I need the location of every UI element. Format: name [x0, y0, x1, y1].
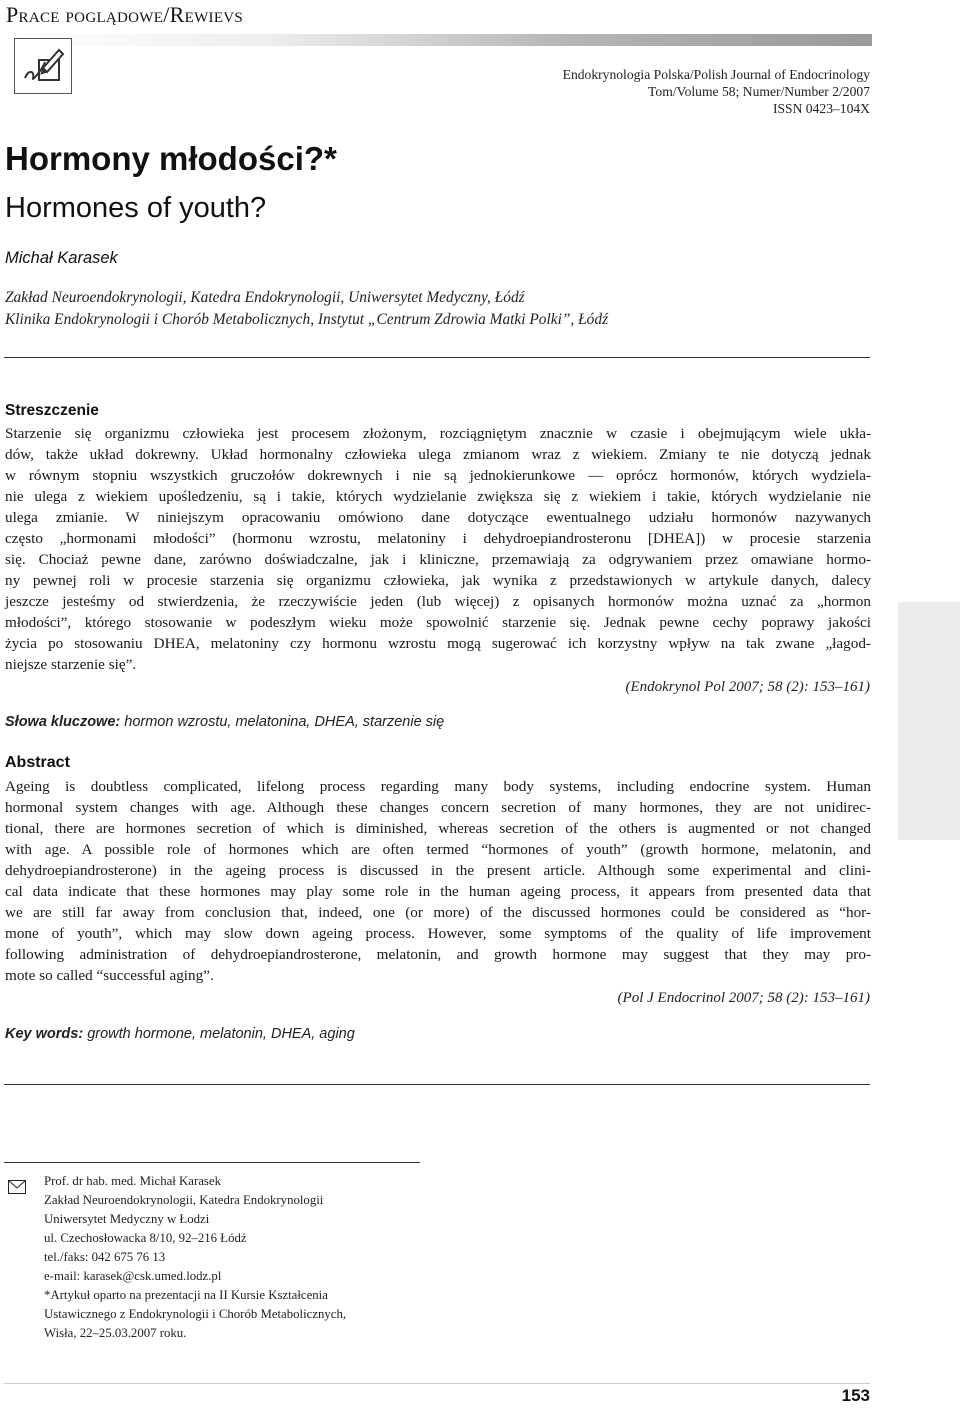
keywords-value: growth hormone, melatonin, DHEA, aging: [87, 1026, 355, 1042]
abstract-heading: Abstract: [5, 754, 70, 771]
text-line: niejsze starzenie się”.: [5, 656, 137, 673]
side-tab: [898, 602, 960, 840]
text-line: dów, także układ dokrewny. Układ hormonalny człowieka ulega zmianom wraz z wiekiem. Zmiany te nie dotyczą jednak: [5, 446, 871, 463]
text-line: jeszcze jesteśmy od stwierdzenia, że rzeczywiście jeden (lub więcej) z opisanych hormonów można uznać za „hormon: [5, 593, 871, 610]
address-line: Zakład Neuroendokrynologii, Katedra Endokrynologii: [44, 1193, 324, 1207]
text-line: się. Chociaż pewne dane, zarówno doświadczalne, jak i kliniczne, przemawiają za odgrywaniem przez omawiane hormo-: [5, 551, 871, 568]
footnote-line: *Artykuł oparto na prezentacji na II Kursie Kształcenia: [44, 1288, 328, 1302]
text-line: Ageing is doubtless complicated, lifelong process regarding many body systems, including endocrine system. Human: [5, 778, 871, 795]
text-line: często „hormonami młodości” (hormonu wzrostu, melatoniny i dehydroepiandrosteronu [DHEA]) w procesie starzenia: [5, 530, 871, 547]
text-line: młodości”, którego stosowanie w podeszłym wieku może spowolnić starzenie się. Jednak pewne cechy poprawy jakości: [5, 614, 871, 631]
streszczenie-heading: Streszczenie: [5, 402, 99, 419]
journal-name: Endokrynologia Polska/Polish Journal of Endocrinology: [562, 67, 870, 82]
text-line: Starzenie się organizmu człowieka jest procesem złożonym, rozciągniętym znacznie w czasie i obejmującym wiele ukła-: [5, 425, 871, 442]
affiliation: Klinika Endokrynologii i Chorób Metabolicznych, Instytut „Centrum Zdrowia Matki Polki”, Łódź: [5, 311, 609, 328]
streszczenie-body: [5, 423, 871, 675]
footnote-line: Ustawicznego z Endokrynologii i Chorób Metabolicznych,: [44, 1307, 347, 1321]
journal-info: [563, 66, 870, 117]
keywords-en: [5, 1026, 355, 1042]
keywords-label: Key words:: [5, 1026, 84, 1042]
text-line: ulega zmianie. W niniejszym opracowaniu omówiono dane dotyczące ewentualnego udziału hormonów nazywanych: [5, 509, 871, 526]
footnote-divider: [4, 1162, 420, 1163]
text-line: hormonal system changes with age. Although these changes concern secretion of many hormones, they are not unidirec-: [5, 799, 871, 816]
address-line: tel./faks: 042 675 76 13: [44, 1250, 166, 1264]
article-title-pl: Hormony młodości?*: [5, 140, 337, 177]
address-line: e-mail: karasek@csk.umed.lodz.pl: [44, 1269, 222, 1283]
text-line: with age. A possible role of hormones which are often termed “hormones of youth” (growth hormone, melatonin, and: [5, 841, 871, 858]
text-line: dehydroepiandrosterone) in the ageing process is discussed in the present article. Although some experimental and clini-: [5, 862, 871, 879]
pen-writing-icon: [14, 38, 72, 94]
page-number: 153: [841, 1386, 870, 1405]
text-line: following administration of dehydroepiandrosterone, melatonin, and growth hormone may suggest that they may pro-: [5, 946, 871, 963]
keywords-pl: [5, 714, 444, 730]
author: Michał Karasek: [5, 249, 118, 267]
correspondence-address: [44, 1172, 346, 1343]
footnote-line: Wisła, 22–25.03.2007 roku.: [44, 1326, 187, 1340]
text-line: życia po stosowaniu DHEA, melatoniny czy hormonu wzrostu mogą sugerować ich korzystny wpływ na tak zwane „łagod-: [5, 635, 871, 652]
keywords-value: hormon wzrostu, melatonina, DHEA, starzenie się: [124, 714, 445, 730]
footer-divider: [4, 1383, 870, 1384]
journal-issn: ISSN 0423–104X: [772, 101, 870, 116]
section-title: Prace poglądowe/Rewievs: [6, 2, 244, 27]
abstract-body: [5, 776, 871, 986]
text-line: w równym stopniu wszystkich gruczołów dokrewnych i nie są jednokierunkowe — oprócz hormonów, których wydziela-: [5, 467, 871, 484]
address-line: ul. Czechosłowacka 8/10, 92–216 Łódź: [44, 1231, 247, 1245]
text-line: tional, there are hormones secretion of which is diminished, whereas secretion of the others is augmented or not changed: [5, 820, 871, 837]
affiliation: Zakład Neuroendokrynologii, Katedra Endokrynologii, Uniwersytet Medyczny, Łódź: [5, 289, 525, 306]
citation-en: (Pol J Endocrinol 2007; 58 (2): 153–161): [617, 990, 870, 1006]
affiliations: [5, 287, 608, 331]
envelope-icon: [8, 1180, 26, 1194]
address-line: Prof. dr hab. med. Michał Karasek: [44, 1174, 221, 1188]
address-line: Uniwersytet Medyczny w Łodzi: [44, 1212, 210, 1226]
article-title-en: Hormones of youth?: [5, 192, 267, 224]
divider: [4, 357, 870, 358]
text-line: mone of youth”, which may slow down ageing process. However, some symptoms of the quality of life improvement: [5, 925, 871, 942]
divider: [4, 1084, 870, 1085]
text-line: we are still far away from conclusion that, indeed, one (or more) of the discussed hormones could be considered as “hor-: [5, 904, 871, 921]
text-line: cal data indicate that these hormones may play some role in the human ageing process, it appears from presented data that: [5, 883, 871, 900]
header-bar: [6, 34, 872, 46]
citation-pl: (Endokrynol Pol 2007; 58 (2): 153–161): [625, 679, 870, 695]
text-line: ny pewnej roli w procesie starzenia się organizmu człowieka, jak wynika z przedstawionych w artykule danych, dalecy: [5, 572, 871, 589]
text-line: nie ulega z wiekiem upośledzeniu, są i takie, których wydzielanie zwiększa się z wiekiem i takie, których wydzielanie nie: [5, 488, 871, 505]
text-line: mote so called “successful aging”.: [5, 967, 214, 984]
journal-volume: Tom/Volume 58; Numer/Number 2/2007: [648, 84, 870, 99]
keywords-label: Słowa kluczowe:: [5, 714, 121, 730]
